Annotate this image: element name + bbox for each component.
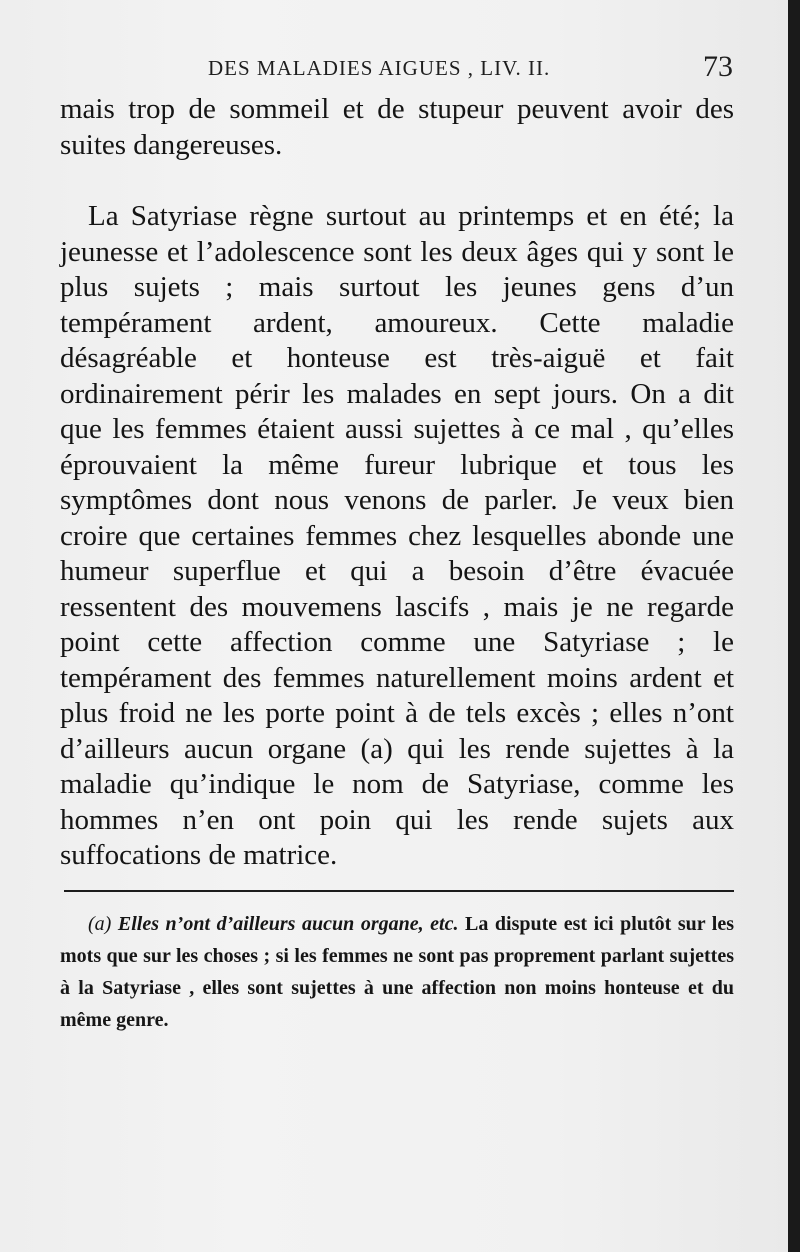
footnote-rule: [64, 890, 734, 892]
footnote-text: La dispute est ici plutôt sur les mots que sur les choses ; si les femmes ne sont pas proprement parlant sujettes à la Satyriase , elles sont sujettes à une affection non moins honteuse et du même genre.: [60, 913, 735, 1031]
page-header: [208, 50, 733, 86]
main-text: [60, 92, 734, 874]
footnote-lemma: Elles n’ont d’ailleurs aucun organe, etc.: [117, 913, 459, 935]
book-spine-shadow: [788, 0, 800, 1252]
footnote: [60, 908, 734, 1036]
page-number: 73: [703, 50, 733, 83]
paragraph-continued: mais trop de sommeil et de stupeur peuvent avoir des suites dangereuses.: [60, 93, 734, 161]
footnote-marker: (a): [88, 913, 112, 935]
paragraph-satyriase: La Satyriase règne surtout au printemps et en été; la jeunesse et l’adolescence sont les deux âges qui y sont le plus sujets ; mais surtout les jeunes gens d’un tempérament ardent, amoureux. Cette maladie désagréable et honteuse est très-aiguë et fait ordinairement périr les malades en sept jours. On a dit que les femmes étaient aussi sujettes à ce mal , qu’elles éprouvaient la même fureur lubrique et tous les symptômes dont nous venons de parler. Je veux bien croire que certaines femmes chez lesquelles abonde une humeur superflue et qui a besoin d’être évacuée ressentent des mouvemens lascifs , mais je ne regarde point cette affection comme une Satyriase ; le tempérament des femmes naturellement moins ardent et plus froid ne les porte point à de tels excès ; elles n’ont d’ailleurs aucun organe (a) qui les rende sujettes à la maladie qu’indique le nom de Satyriase, comme les hommes n’en ont poin qui les rende sujets aux suffocations de matrice.: [60, 200, 734, 871]
running-head: DES MALADIES AIGUES , LIV. II.: [208, 56, 551, 80]
